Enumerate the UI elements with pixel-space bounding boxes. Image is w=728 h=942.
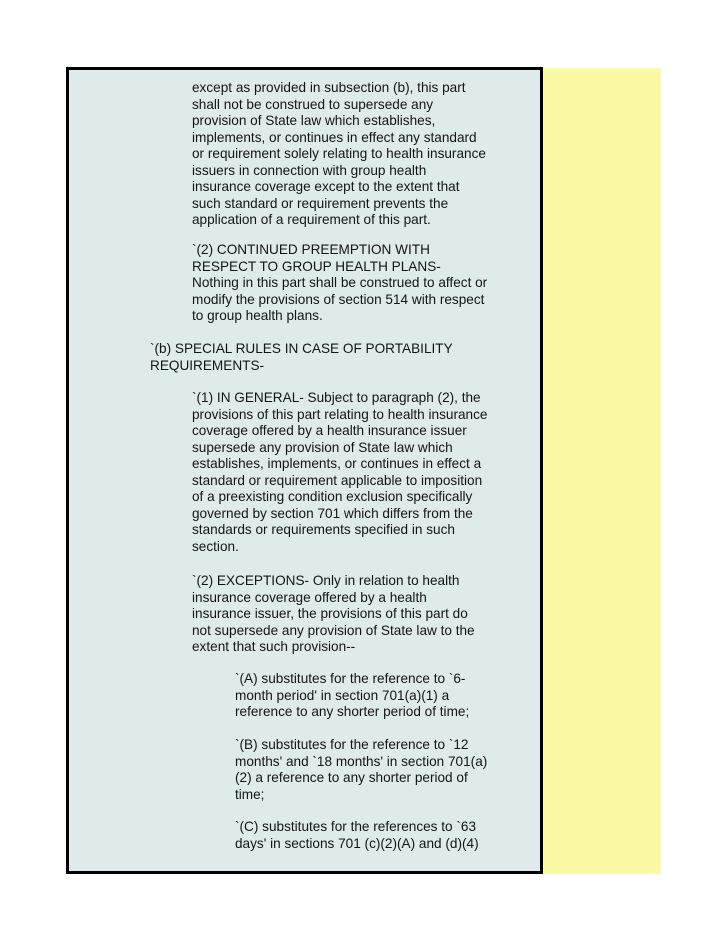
paragraph-b2-C: `(C) substitutes for the references to `63 days' in sections 701 (c)(2)(A) and (d)(4) — [235, 819, 479, 851]
highlight-side-panel — [543, 68, 661, 874]
paragraph-b2-A: `(A) substitutes for the reference to `6- month period' in section 701(a)(1) a reference to any shorter period of time; — [235, 671, 470, 719]
paragraph-b2-exceptions: `(2) EXCEPTIONS- Only in relation to health insurance coverage offered by a health insurance issuer, the provisions of this part do not supersede any provision of State law to the extent that such provision-- — [192, 573, 475, 654]
paragraph-b2-B: `(B) substitutes for the reference to `12 months' and `18 months' in section 701(a) (2) a reference to any shorter period of time; — [235, 737, 488, 802]
paragraph-b1-in-general: `(1) IN GENERAL- Subject to paragraph (2), the provisions of this part relating to health insurance coverage offered by a health insurance issuer supersede any provision of State law which establishes, implements, or continues in effect a standard or requirement applicable to imposition of a preexisting condition exclusion specifically governed by section 701 which differs from the standards or requirements specified in such section. — [192, 390, 488, 554]
paragraph-b-special-rules: `(b) SPECIAL RULES IN CASE OF PORTABILITY REQUIREMENTS- — [150, 341, 453, 373]
paragraph-a2-continued-preemption: `(2) CONTINUED PREEMPTION WITH RESPECT TO GROUP HEALTH PLANS- Nothing in this part shall be construed to affect or modify the provisions of section 514 with respect to group health plans. — [192, 242, 488, 323]
paragraph-a1-continuation: except as provided in subsection (b), this part shall not be construed to supersede any provision of State law which establishes, implements, or continues in effect any standard or requirement solely relating to health insurance issuers in connection with group health insurance coverage except to the extent that such standard or requirement prevents the application of a requirement of this part. — [192, 80, 486, 227]
statute-text-box — [66, 67, 543, 874]
